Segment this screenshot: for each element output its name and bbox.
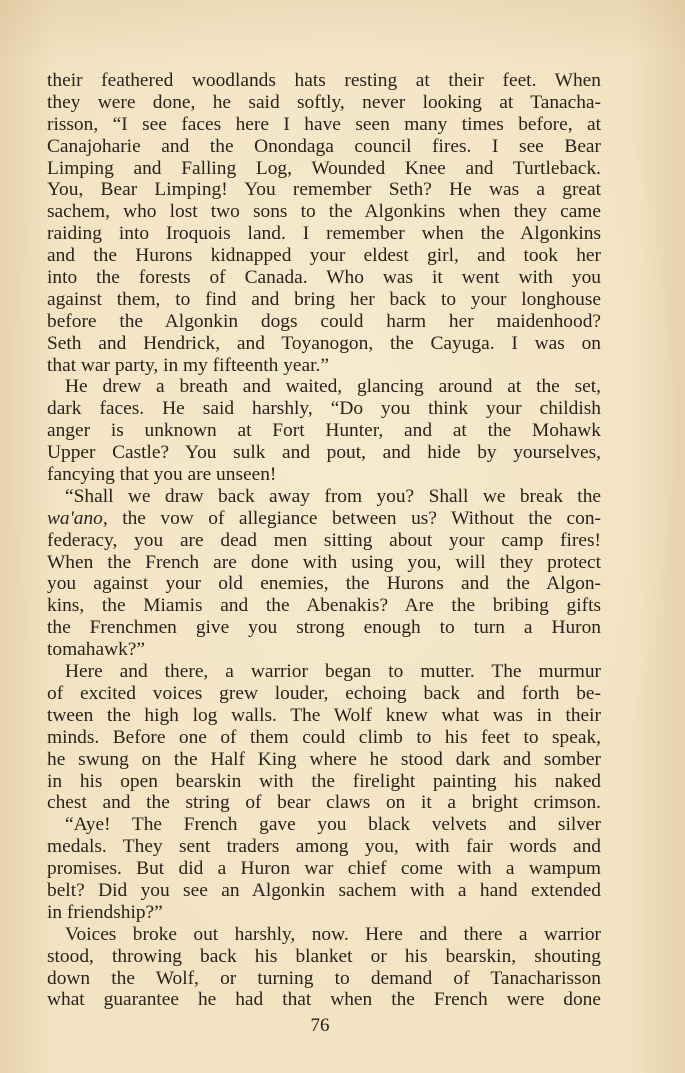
text-line: that war party, in my fifteenth year.” (47, 354, 329, 376)
text-line: the Frenchmen give you strong enough to turn a Huron (47, 617, 601, 639)
text-line: they were done, he said softly, never looking at Tanacha- (47, 91, 601, 113)
text-line: he swung on the Half King where he stood dark and somber (47, 748, 601, 770)
text-line: raiding into Iroquois land. I remember when the Algonkins (47, 223, 601, 245)
text-line: in his open bearskin with the firelight painting his naked (47, 770, 601, 792)
text-line: “Aye! The French gave you black velvets and silver (65, 814, 601, 836)
text-line: before the Algonkin dogs could harm her maidenhood? (47, 310, 601, 332)
text-line: wa'ano, the vow of allegiance between us? Without the con- (47, 507, 601, 529)
text-line: stood, throwing back his blanket or his bearskin, shouting (47, 945, 601, 967)
text-line: medals. They sent traders among you, with fair words and (47, 836, 601, 858)
text-line: Voices broke out harshly, now. Here and there a warrior (65, 923, 601, 945)
text-line: tomahawk?” (47, 639, 145, 661)
text-line: of excited voices grew louder, echoing back and forth be- (47, 682, 601, 704)
text-line: minds. Before one of them could climb to his feet to speak, (47, 726, 601, 748)
text-line: Here and there, a warrior began to mutter. The murmur (65, 661, 601, 683)
text-line: Seth and Hendrick, and Toyanogon, the Cayuga. I was on (47, 332, 601, 354)
text-line: anger is unknown at Fort Hunter, and at the Mohawk (47, 420, 601, 442)
body-text (47, 70, 601, 1011)
text-line: belt? Did you see an Algonkin sachem with a hand extended (47, 879, 601, 901)
text-line: you against your old enemies, the Hurons and the Algon- (47, 573, 601, 595)
text-line: Upper Castle? You sulk and pout, and hide by yourselves, (47, 442, 601, 464)
text-line: in friendship?” (47, 901, 163, 923)
text-line: federacy, you are dead men sitting about your camp fires! (47, 529, 601, 551)
text-line: When the French are done with using you, will they protect (47, 551, 601, 573)
text-line: kins, the Miamis and the Abenakis? Are the bribing gifts (47, 595, 601, 617)
text-line: what guarantee he had that when the French were done (47, 989, 601, 1011)
text-line: dark faces. He said harshly, “Do you think your childish (47, 398, 601, 420)
text-line: You, Bear Limping! You remember Seth? He was a great (47, 179, 601, 201)
text-line: risson, “I see faces here I have seen many times before, at (47, 113, 601, 135)
text-line: promises. But did a Huron war chief come with a wampum (47, 858, 601, 880)
text-line: down the Wolf, or turning to demand of Tanacharisson (47, 967, 601, 989)
text-line: He drew a breath and waited, glancing around at the set, (65, 376, 601, 398)
text-line: “Shall we draw back away from you? Shall we break the (65, 485, 601, 507)
text-line: Canajoharie and the Onondaga council fires. I see Bear (47, 135, 601, 157)
page-number: 76 (310, 1015, 330, 1036)
text-line: their feathered woodlands hats resting at their feet. When (47, 70, 601, 91)
text-line: against them, to find and bring her back to your longhouse (47, 288, 601, 310)
text-line: tween the high log walls. The Wolf knew what was in their (47, 704, 601, 726)
text-line: fancying that you are unseen! (47, 464, 277, 486)
text-line: into the forests of Canada. Who was it went with you (47, 267, 601, 289)
text-line: sachem, who lost two sons to the Algonkins when they came (47, 201, 601, 223)
text-line: chest and the string of bear claws on it a bright crimson. (47, 792, 601, 814)
text-line: and the Hurons kidnapped your eldest girl, and took her (47, 245, 601, 267)
text-line: Limping and Falling Log, Wounded Knee and Turtleback. (47, 157, 601, 179)
